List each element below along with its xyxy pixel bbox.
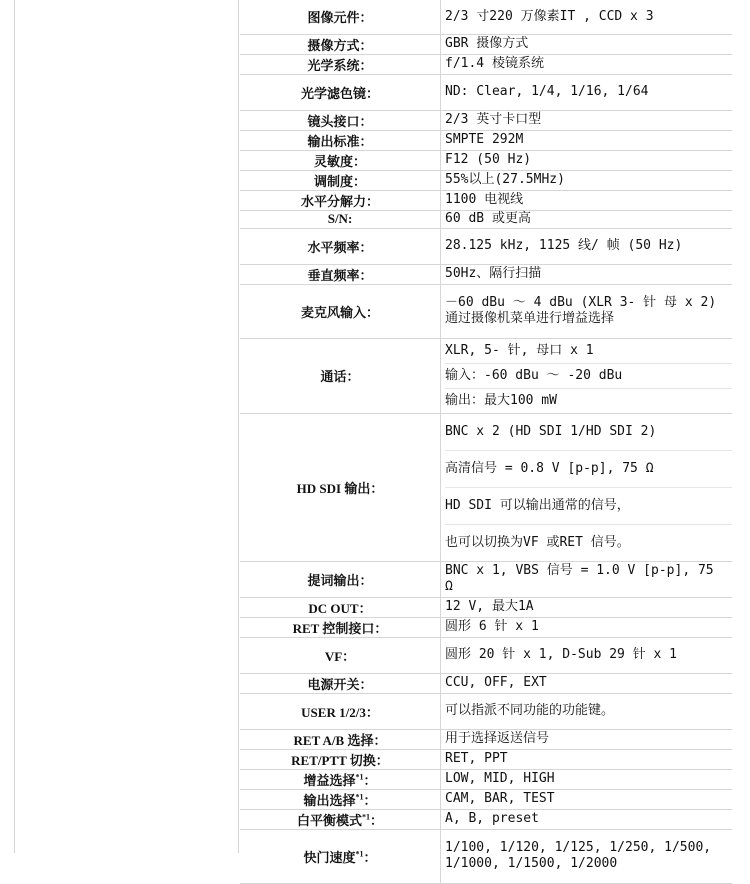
spec-row	[240, 617, 732, 637]
spec-label: 水平频率：	[240, 228, 441, 264]
spec-label: 快门速度$^{*1}$：	[240, 829, 441, 883]
spec-row	[240, 210, 732, 228]
spec-row	[240, 561, 732, 597]
spec-table	[240, 0, 732, 884]
spec-value	[441, 110, 733, 130]
spec-row	[240, 809, 732, 829]
spec-value-line: BNC x 1, VBS 信号 = 1.0 V [p-p], 75	[445, 563, 714, 578]
spec-label: 输出标准：	[240, 130, 441, 150]
spec-value-line: 2/3 英寸卡口型	[445, 112, 542, 127]
spec-value-line: 1/1000, 1/1500, 1/2000	[445, 856, 618, 871]
spec-label: 灵敏度：	[240, 150, 441, 170]
spec-value-line: HD SDI 可以输出通常的信号，	[445, 488, 732, 525]
spec-value-line: 输入：-60 dBu ～ -20 dBu	[445, 364, 732, 389]
spec-value-line: CCU, OFF, EXT	[445, 675, 547, 690]
spec-label: 白平衡模式$^{*1}$：	[240, 809, 441, 829]
spec-value-line: SMPTE 292M	[445, 132, 524, 147]
spec-value-line: LOW, MID, HIGH	[445, 771, 555, 786]
spec-value-line: 12 V, 最大1A	[445, 599, 534, 614]
spec-value	[441, 749, 733, 769]
spec-row	[240, 673, 732, 693]
spec-value-line: 55%以上(27.5MHz)	[445, 172, 565, 187]
spec-value	[441, 729, 733, 749]
spec-row	[240, 54, 732, 74]
spec-value	[441, 637, 733, 673]
spec-value	[441, 34, 733, 54]
spec-label: 摄像方式：	[240, 34, 441, 54]
spec-value	[441, 413, 733, 561]
spec-value-line: 1100 电视线	[445, 192, 524, 207]
spec-label: 输出选择$^{*1}$：	[240, 789, 441, 809]
spec-value	[441, 74, 733, 110]
spec-value-line: 高清信号 = 0.8 V [p-p], 75 Ω	[445, 451, 732, 488]
table-left-border	[238, 0, 239, 853]
spec-value	[441, 210, 733, 228]
spec-value-line: A, B, preset	[445, 811, 539, 826]
spec-row	[240, 0, 732, 34]
spec-value-line: BNC x 2 (HD SDI 1/HD SDI 2)	[445, 414, 732, 451]
spec-row	[240, 338, 732, 413]
spec-label: 提词输出：	[240, 561, 441, 597]
spec-value-line: ND: Clear, 1/4, 1/16, 1/64	[445, 84, 649, 99]
spec-value	[441, 338, 733, 413]
spec-value	[441, 673, 733, 693]
spec-value-line: f/1.4 棱镜系统	[445, 56, 544, 71]
spec-value	[441, 829, 733, 883]
spec-value	[441, 170, 733, 190]
spec-value-line: 输出：最大100 mW	[445, 392, 557, 408]
spec-row	[240, 693, 732, 729]
spec-row	[240, 637, 732, 673]
spec-row	[240, 150, 732, 170]
spec-value-line: F12 (50 Hz)	[445, 152, 532, 167]
spec-value-line: －60 dBu ～ 4 dBu (XLR 3- 针 母 x 2)	[445, 295, 717, 310]
spec-label: 光学滤色镜：	[240, 74, 441, 110]
spec-value	[441, 190, 733, 210]
spec-row	[240, 729, 732, 749]
spec-value-line: 50Hz、隔行扫描	[445, 266, 542, 281]
spec-label: 镜头接口：	[240, 110, 441, 130]
spec-value-line: 2/3 寸220 万像素IT , CCD x 3	[445, 8, 654, 24]
spec-label: 增益选择$^{*1}$：	[240, 769, 441, 789]
spec-label: 麦克风输入：	[240, 284, 441, 338]
spec-label: HD SDI 输出：	[240, 413, 441, 561]
spec-label: RET 控制接口：	[240, 617, 441, 637]
spec-value	[441, 228, 733, 264]
spec-value-line: 60 dB 或更高	[445, 211, 531, 226]
spec-row	[240, 74, 732, 110]
spec-row	[240, 789, 732, 809]
spec-row	[240, 170, 732, 190]
spec-label: 通话：	[240, 338, 441, 413]
spec-value	[441, 617, 733, 637]
spec-value-line: XLR, 5- 针, 母口 x 1	[445, 339, 732, 364]
spec-value	[441, 130, 733, 150]
spec-label: USER 1/2/3：	[240, 693, 441, 729]
spec-row	[240, 34, 732, 54]
spec-value-line: 圆形 20 针 x 1, D-Sub 29 针 x 1	[445, 647, 678, 662]
spec-row	[240, 264, 732, 284]
spec-value-line: 可以指派不同功能的功能键。	[445, 703, 615, 718]
spec-row	[240, 769, 732, 789]
spec-row	[240, 228, 732, 264]
spec-row	[240, 130, 732, 150]
spec-value	[441, 597, 733, 617]
spec-value	[441, 264, 733, 284]
spec-value-line: 用于选择返送信号	[445, 731, 550, 746]
spec-value-line: Ω	[445, 579, 453, 594]
spec-value	[441, 561, 733, 597]
spec-label: 电源开关：	[240, 673, 441, 693]
spec-row	[240, 110, 732, 130]
spec-row	[240, 749, 732, 769]
spec-value	[441, 769, 733, 789]
spec-value-line: 圆形 6 针 x 1	[445, 619, 539, 634]
spec-value-line: GBR 摄像方式	[445, 36, 529, 51]
spec-value	[441, 789, 733, 809]
spec-row	[240, 829, 732, 883]
spec-value-line: 通过摄像机菜单进行增益选择	[445, 311, 615, 326]
spec-row	[240, 190, 732, 210]
spec-value	[441, 150, 733, 170]
spec-label: 调制度：	[240, 170, 441, 190]
spec-value-line: 也可以切换为VF 或RET 信号。	[445, 534, 630, 550]
spec-label: S/N:	[240, 210, 441, 228]
spec-label: DC OUT：	[240, 597, 441, 617]
spec-value-line: RET, PPT	[445, 751, 508, 766]
spec-label: VF：	[240, 637, 441, 673]
spec-value-line: CAM, BAR, TEST	[445, 791, 555, 806]
spec-value-line: 28.125 kHz, 1125 线/ 帧 (50 Hz)	[445, 238, 683, 253]
spec-label: 图像元件：	[240, 0, 441, 34]
spec-value	[441, 54, 733, 74]
spec-value	[441, 0, 733, 34]
spec-value	[441, 284, 733, 338]
spec-label: 垂直频率：	[240, 264, 441, 284]
spec-label: 光学系统：	[240, 54, 441, 74]
spec-label: RET A/B 选择：	[240, 729, 441, 749]
left-border-line	[14, 0, 15, 853]
spec-row	[240, 284, 732, 338]
spec-label: RET/PTT 切换：	[240, 749, 441, 769]
spec-row	[240, 413, 732, 561]
spec-row	[240, 597, 732, 617]
spec-value	[441, 693, 733, 729]
spec-value-line: 1/100, 1/120, 1/125, 1/250, 1/500,	[445, 840, 712, 855]
spec-value	[441, 809, 733, 829]
spec-label: 水平分解力：	[240, 190, 441, 210]
